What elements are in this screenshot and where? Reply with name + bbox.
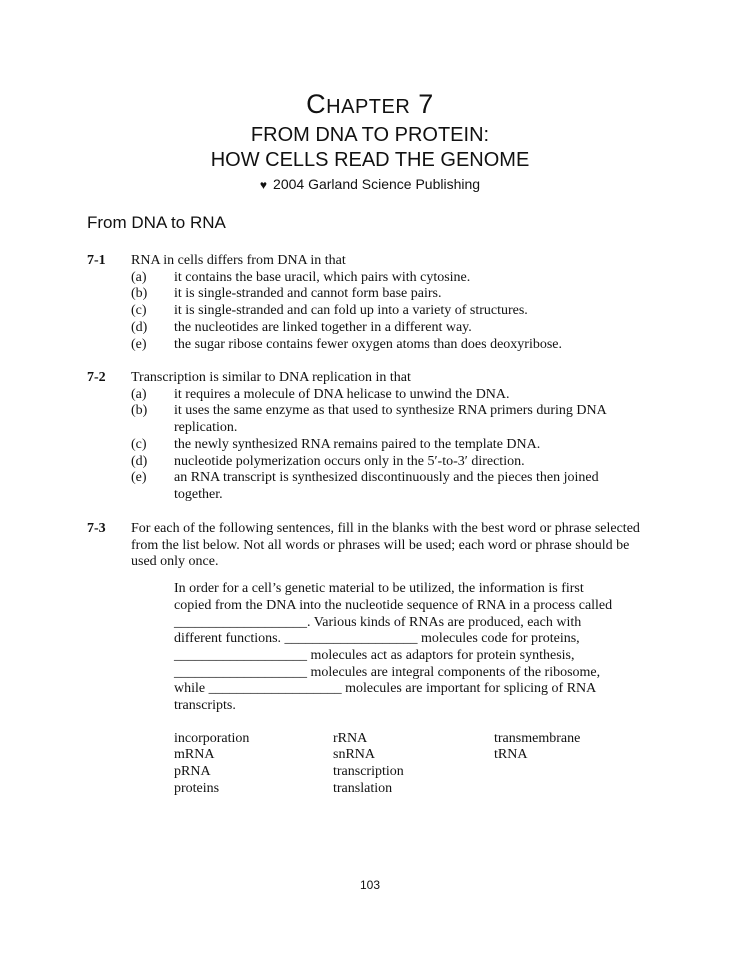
question-stem: Transcription is similar to DNA replication in that (131, 370, 411, 385)
option-text: nucleotide polymerization occurs only in the 5′-to-3′ direction. (174, 453, 525, 469)
option-text: it uses the same enzyme as that used to synthesize RNA primers during DNA replication. (174, 403, 606, 436)
option-label: (b) (131, 286, 148, 302)
option-label: (e) (131, 470, 147, 486)
option-label: (a) (131, 386, 147, 402)
word-option: transcription (333, 764, 404, 780)
option-label: (d) (131, 319, 148, 335)
word-list (174, 731, 647, 798)
copyright-text: 2004 Garland Science Publishing (273, 176, 481, 192)
option-label: (e) (131, 336, 147, 352)
word-option: snRNA (333, 747, 376, 763)
option-text: it requires a molecule of DNA helicase to unwind the DNA. (174, 386, 510, 402)
answer-option[interactable] (131, 387, 667, 404)
option-label: (c) (131, 303, 147, 319)
option-text: it is single-stranded and can fold up into a variety of structures. (174, 303, 528, 319)
section-title: From DNA to RNA (87, 213, 226, 232)
option-text: the nucleotides are linked together in a different way. (174, 319, 472, 335)
word-option (494, 781, 634, 798)
question-7-3 (87, 521, 647, 798)
answer-option[interactable] (131, 303, 667, 320)
answer-option[interactable] (131, 337, 667, 354)
question-number: 7-3 (87, 521, 106, 536)
answer-option[interactable] (131, 454, 667, 471)
option-text: the sugar ribose contains fewer oxygen atoms than does deoxyribose. (174, 336, 563, 352)
page-number: 103 (359, 878, 381, 892)
question-stem: RNA in cells differs from DNA in that (131, 253, 346, 268)
question-number: 7-1 (87, 253, 106, 268)
option-label: (b) (131, 403, 148, 419)
answer-option[interactable] (131, 403, 624, 436)
word-option: translation (333, 780, 393, 796)
question-7-2 (87, 370, 667, 504)
option-text: an RNA transcript is synthesized discontinuously and the pieces then joined together. (174, 470, 599, 502)
answer-option[interactable] (131, 286, 667, 303)
answer-option[interactable] (131, 470, 624, 503)
chapter-title (0, 88, 740, 123)
word-option: rRNA (333, 730, 368, 746)
word-option: pRNA (174, 764, 211, 780)
option-label: (d) (131, 453, 148, 469)
chapter-subtitle-line2: HOW CELLS READ THE GENOME (210, 149, 530, 171)
option-label: (c) (131, 436, 147, 452)
heart-icon: ♥ (259, 178, 268, 192)
copyright-line (0, 175, 740, 194)
word-option: incorporation (174, 730, 250, 746)
question-number: 7-2 (87, 370, 106, 385)
answer-option[interactable] (131, 320, 667, 337)
word-option: transmembrane (494, 730, 581, 746)
answer-option[interactable] (131, 437, 667, 454)
answer-option[interactable] (131, 270, 667, 287)
option-text: it contains the base uracil, which pairs with cytosine. (174, 269, 471, 285)
chapter-number: 7 (418, 89, 434, 119)
word-option: proteins (174, 780, 220, 796)
chapter-header (0, 88, 740, 194)
word-option (494, 764, 634, 781)
option-label: (a) (131, 269, 147, 285)
question-stem: For each of the following sentences, fill in the blanks with the best word or phrase selected from the list below. Not all words or phrases will be used; each word or phrase should be used only once. (131, 521, 640, 570)
word-option: mRNA (174, 747, 215, 763)
option-text: the newly synthesized RNA remains paired to the template DNA. (174, 436, 541, 452)
chapter-subtitle-line1: FROM DNA TO PROTEIN: (250, 124, 490, 146)
chapter-title-initial: C (306, 89, 327, 119)
option-text: it is single-stranded and cannot form base pairs. (174, 286, 442, 302)
word-option: tRNA (494, 747, 528, 763)
question-7-1 (87, 253, 667, 353)
chapter-title-rest: HAPTER (326, 96, 411, 118)
fill-in-paragraph: In order for a cell’s genetic material to be utilized, the information is first copied from the DNA into the nucleotide sequence of RNA in a process called ___________________. Various kinds of RNAs are produced, each with different functions. ___________________ molecules code for proteins, ___________________ molecules act as adaptors for protein synthesis, ___________________ molecules are integral components of the ribosome, while ___________________ molecules are important for splicing of RNA transcripts. (174, 581, 613, 714)
